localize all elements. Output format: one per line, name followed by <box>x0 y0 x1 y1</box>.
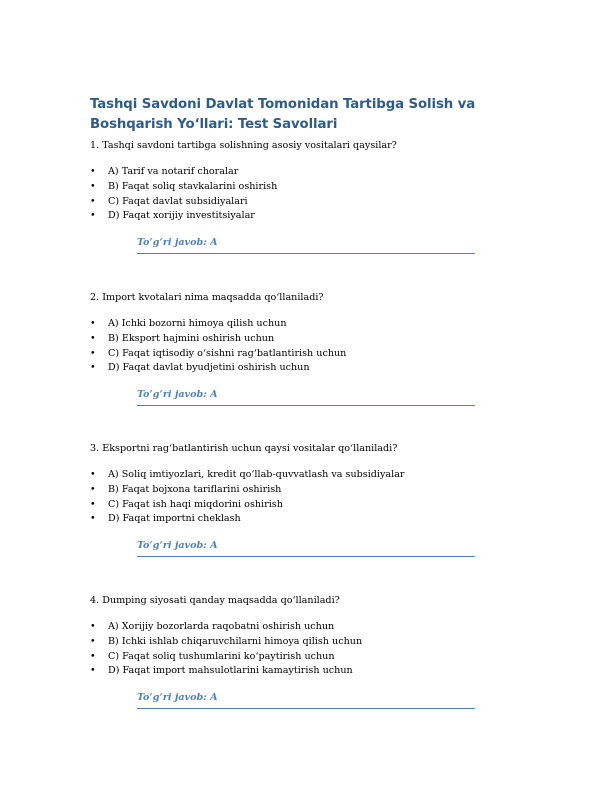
option-item: • B) Faqat soliq stavkalarini oshirish <box>90 180 550 195</box>
bullet-icon: • <box>90 483 96 495</box>
question-text: 4. Dumping siyosati qanday maqsadda qo‘llaniladi? <box>90 595 340 606</box>
bullet-icon: • <box>90 469 96 480</box>
question-text: 2. Import kvotalari nima maqsadda qo‘llaniladi? <box>90 292 324 303</box>
option-item: • A) Tarif va notarif choralar <box>90 165 550 180</box>
bullet-icon: • <box>90 195 96 207</box>
option-item: • C) Faqat iqtisodiy o‘sishni rag‘batlantirish uchun <box>90 347 550 362</box>
bullet-icon: • <box>90 332 96 344</box>
option-item: • B) Ichki ishlab chiqaruvchilarni himoya qilish uchun <box>90 635 550 650</box>
bullet-icon: • <box>90 635 96 647</box>
option-item: • A) Xorijiy bozorlarda raqobatni oshirish uchun <box>90 620 550 635</box>
bullet-icon: • <box>90 665 96 677</box>
question-block <box>90 594 550 709</box>
question-text: 1. Tashqi savdoni tartibga solishning asosiy vositalari qaysilar? <box>90 140 397 151</box>
option-item: • C) Faqat soliq tushumlarini ko‘paytirish uchun <box>90 650 550 665</box>
bullet-icon: • <box>90 650 96 662</box>
options-list <box>90 468 550 527</box>
option-item: • C) Faqat davlat subsidiyalari <box>90 195 550 210</box>
option-item: • B) Eksport hajmini oshirish uchun <box>90 332 550 347</box>
bullet-icon: • <box>90 498 96 510</box>
options-list <box>90 165 550 224</box>
option-item: • D) Faqat importni cheklash <box>90 512 550 527</box>
option-item: • D) Faqat import mahsulotlarini kamaytirish uchun <box>90 664 550 679</box>
option-item: • C) Faqat ish haqi miqdorini oshirish <box>90 498 550 513</box>
option-item: • D) Faqat xorijiy investitsiyalar <box>90 209 550 224</box>
option-item: • D) Faqat davlat byudjetini oshirish uchun <box>90 361 550 376</box>
bullet-icon: • <box>90 513 96 525</box>
options-list <box>90 317 550 376</box>
bullet-icon: • <box>90 347 96 359</box>
option-item: • A) Soliq imtiyozlari, kredit qo‘llab-quvvatlash va subsidiyalar <box>90 468 550 483</box>
answer-line: To‘g‘ri javob: A <box>137 388 475 406</box>
question-text: 3. Eksportni rag‘batlantirish uchun qaysi vositalar qo‘llaniladi? <box>90 443 398 454</box>
answer-line: To‘g‘ri javob: A <box>137 691 475 709</box>
answer-line: To‘g‘ri javob: A <box>137 236 475 254</box>
bullet-icon: • <box>90 210 96 222</box>
bullet-icon: • <box>90 362 96 374</box>
option-item: • B) Faqat bojxona tariflarini oshirish <box>90 483 550 498</box>
options-list <box>90 620 550 679</box>
question-block <box>90 291 550 406</box>
bullet-icon: • <box>90 318 96 329</box>
option-item: • A) Ichki bozorni himoya qilish uchun <box>90 317 550 332</box>
question-block <box>90 139 550 254</box>
question-block <box>90 442 550 557</box>
document-title: Tashqi Savdoni Davlat Tomonidan Tartibga Solish va Boshqarish Yo‘llari: Test Savollari <box>90 97 476 132</box>
bullet-icon: • <box>90 166 96 177</box>
bullet-icon: • <box>90 180 96 192</box>
answer-line: To‘g‘ri javob: A <box>137 539 475 557</box>
bullet-icon: • <box>90 621 96 632</box>
